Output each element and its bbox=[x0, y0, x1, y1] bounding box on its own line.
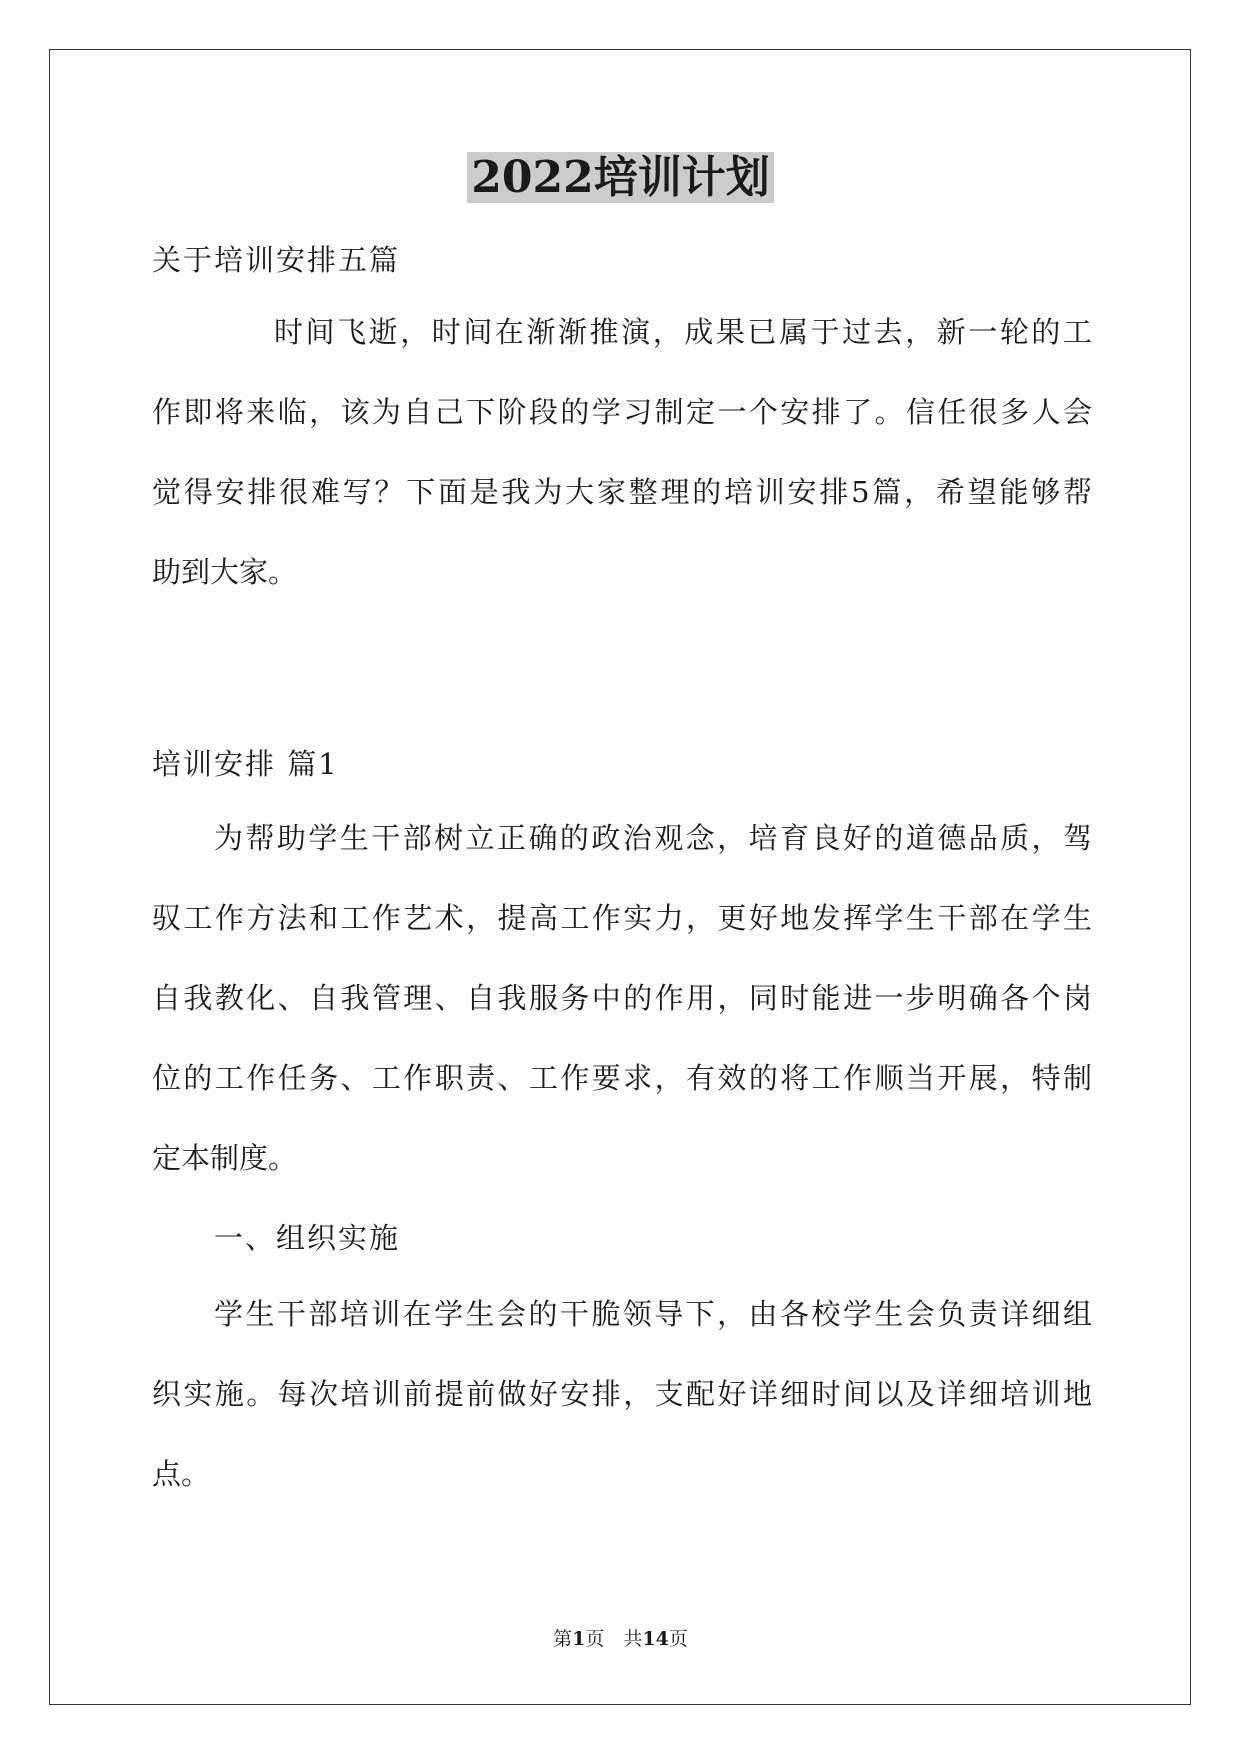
document-title-text: 2022培训计划 bbox=[467, 152, 773, 203]
paragraph-line: 自我教化、自我管理、自我服务中的作用，同时能进一步明确各个岗 bbox=[152, 981, 1092, 1015]
document-title bbox=[0, 148, 1241, 208]
paragraph-line: 时间飞逝，时间在渐渐推演，成果已属于过去，新一轮的工 bbox=[274, 315, 1092, 349]
intro-paragraph bbox=[152, 312, 1092, 632]
footer-page-number: 1 bbox=[572, 1628, 586, 1650]
document-subtitle: 关于培训安排五篇 bbox=[152, 243, 401, 277]
footer-mid: 页 共 bbox=[585, 1628, 643, 1650]
section-heading: 培训安排 篇1 bbox=[152, 747, 339, 781]
page-footer bbox=[0, 1626, 1241, 1652]
paragraph-line: 作即将来临，该为自己下阶段的学习制定一个安排了。信任很多人会 bbox=[152, 395, 1092, 429]
paragraph-line: 驭工作方法和工作艺术，提高工作实力，更好地发挥学生干部在学生 bbox=[152, 901, 1092, 935]
footer-suffix: 页 bbox=[668, 1628, 688, 1650]
paragraph-line: 觉得安排很难写？下面是我为大家整理的培训安排5篇，希望能够帮 bbox=[152, 475, 1092, 509]
paragraph-line: 位的工作任务、工作职责、工作要求，有效的将工作顺当开展，特制 bbox=[152, 1061, 1092, 1095]
paragraph-line: 学生干部培训在学生会的干脆领导下，由各校学生会负责详细组 bbox=[214, 1297, 1092, 1331]
subheading-organization: 一、组织实施 bbox=[214, 1221, 401, 1255]
paragraph-line: 点。 bbox=[152, 1457, 211, 1491]
footer-prefix: 第 bbox=[553, 1628, 573, 1650]
paragraph-line: 织实施。每次培训前提前做好安排，支配好详细时间以及详细培训地 bbox=[152, 1377, 1092, 1411]
section1-paragraph bbox=[152, 818, 1092, 1218]
footer-page-total: 14 bbox=[642, 1628, 669, 1650]
paragraph-line: 助到大家。 bbox=[152, 555, 298, 589]
paragraph-line: 定本制度。 bbox=[152, 1141, 298, 1175]
paragraph-line: 为帮助学生干部树立正确的政治观念，培育良好的道德品质，驾 bbox=[214, 821, 1092, 855]
section1b-paragraph bbox=[152, 1294, 1092, 1534]
